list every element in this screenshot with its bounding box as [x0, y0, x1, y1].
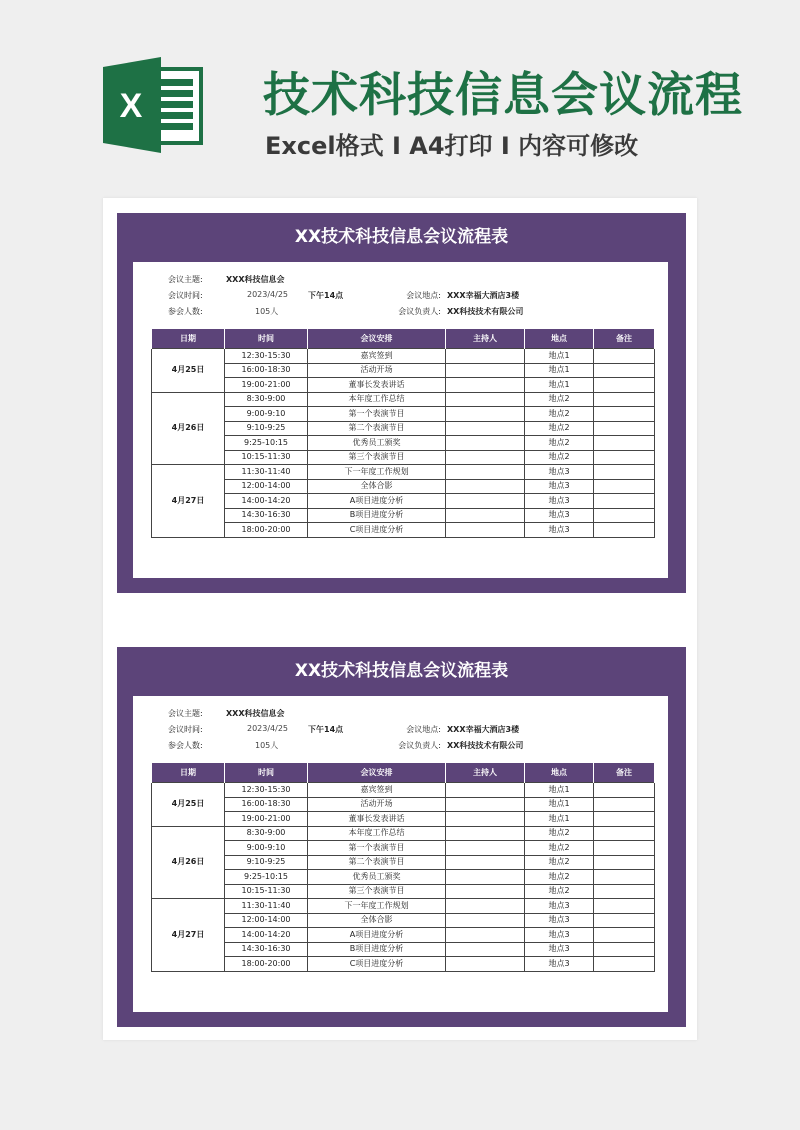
time-cell: 9:10-9:25 [225, 421, 308, 436]
note-cell [594, 479, 655, 494]
topic-label: 会议主题: [168, 709, 203, 718]
note-cell [594, 378, 655, 393]
time-cell: 11:30-11:40 [225, 899, 308, 914]
sheet-body [133, 696, 668, 1012]
place-cell: 地点2 [525, 407, 594, 422]
item-cell: 第三个表演节目 [308, 450, 446, 465]
item-cell: 第一个表演节目 [308, 841, 446, 856]
item-cell: B项目进度分析 [308, 508, 446, 523]
time-cell: 11:30-11:40 [225, 465, 308, 480]
item-cell: 董事长发表讲话 [308, 812, 446, 827]
note-cell [594, 870, 655, 885]
table-row [152, 841, 655, 856]
item-cell: A项目进度分析 [308, 928, 446, 943]
item-cell: C项目进度分析 [308, 957, 446, 972]
table-row [152, 783, 655, 798]
table-row [152, 942, 655, 957]
column-header: 主持人 [446, 329, 525, 349]
note-cell [594, 407, 655, 422]
owner-label: 会议负责人: [398, 307, 441, 316]
host-cell [446, 421, 525, 436]
item-cell: A项目进度分析 [308, 494, 446, 509]
host-cell [446, 494, 525, 509]
host-cell [446, 913, 525, 928]
note-cell [594, 392, 655, 407]
page-heading: 技术科技信息会议流程 [263, 68, 743, 123]
table-row [152, 421, 655, 436]
table-row [152, 928, 655, 943]
column-header: 主持人 [446, 763, 525, 783]
note-cell [594, 508, 655, 523]
owner-value: XX科技技术有限公司 [447, 307, 524, 316]
note-cell [594, 957, 655, 972]
note-cell [594, 523, 655, 538]
time-cell: 9:00-9:10 [225, 841, 308, 856]
note-cell [594, 450, 655, 465]
svg-text:X: X [119, 87, 143, 125]
date-cell: 4月27日 [152, 899, 225, 972]
host-cell [446, 899, 525, 914]
place-cell: 地点2 [525, 450, 594, 465]
place-cell: 地点2 [525, 436, 594, 451]
item-cell: 下一年度工作规划 [308, 465, 446, 480]
note-cell [594, 899, 655, 914]
date-cell: 4月25日 [152, 783, 225, 827]
time-cell: 8:30-9:00 [225, 826, 308, 841]
note-cell [594, 884, 655, 899]
item-cell: 全体合影 [308, 479, 446, 494]
table-row [152, 494, 655, 509]
time-label: 会议时间: [168, 291, 203, 300]
table-row [152, 465, 655, 480]
host-cell [446, 523, 525, 538]
place-cell: 地点3 [525, 942, 594, 957]
item-cell: C项目进度分析 [308, 523, 446, 538]
column-header: 日期 [152, 763, 225, 783]
host-cell [446, 870, 525, 885]
place-value: XXX幸福大酒店3楼 [447, 291, 520, 300]
time-cell: 12:00-14:00 [225, 479, 308, 494]
item-cell: 嘉宾签到 [308, 349, 446, 364]
note-cell [594, 783, 655, 798]
item-cell: 嘉宾签到 [308, 783, 446, 798]
table-row [152, 436, 655, 451]
note-cell [594, 855, 655, 870]
column-header: 地点 [525, 763, 594, 783]
place-cell: 地点3 [525, 494, 594, 509]
place-cell: 地点2 [525, 884, 594, 899]
host-cell [446, 450, 525, 465]
owner-value: XX科技技术有限公司 [447, 741, 524, 750]
place-value: XXX幸福大酒店3楼 [447, 725, 520, 734]
time-value: 下午14点 [308, 725, 344, 734]
place-cell: 地点2 [525, 841, 594, 856]
time-cell: 12:30-15:30 [225, 783, 308, 798]
time-cell: 12:00-14:00 [225, 913, 308, 928]
column-header: 会议安排 [308, 329, 446, 349]
time-cell: 14:00-14:20 [225, 928, 308, 943]
time-label: 会议时间: [168, 725, 203, 734]
schedule-table [151, 328, 655, 538]
note-cell [594, 913, 655, 928]
note-cell [594, 349, 655, 364]
item-cell: 优秀员工颁奖 [308, 870, 446, 885]
host-cell [446, 841, 525, 856]
item-cell: 第三个表演节目 [308, 884, 446, 899]
table-header-row [152, 763, 655, 783]
time-cell: 12:30-15:30 [225, 349, 308, 364]
place-cell: 地点2 [525, 870, 594, 885]
item-cell: 第二个表演节目 [308, 855, 446, 870]
place-cell: 地点3 [525, 465, 594, 480]
table-row [152, 392, 655, 407]
place-label: 会议地点: [406, 725, 441, 734]
item-cell: 活动开场 [308, 363, 446, 378]
place-cell: 地点3 [525, 523, 594, 538]
column-header: 时间 [225, 329, 308, 349]
place-cell: 地点1 [525, 812, 594, 827]
item-cell: 优秀员工颁奖 [308, 436, 446, 451]
host-cell [446, 349, 525, 364]
host-cell [446, 884, 525, 899]
host-cell [446, 942, 525, 957]
note-cell [594, 812, 655, 827]
item-cell: 活动开场 [308, 797, 446, 812]
time-cell: 18:00-20:00 [225, 523, 308, 538]
time-cell: 14:30-16:30 [225, 942, 308, 957]
item-cell: 全体合影 [308, 913, 446, 928]
time-cell: 18:00-20:00 [225, 957, 308, 972]
topic-value: XXX科技信息会 [226, 275, 285, 284]
excel-logo-icon [103, 57, 203, 153]
column-header: 会议安排 [308, 763, 446, 783]
place-cell: 地点1 [525, 797, 594, 812]
date-cell: 4月25日 [152, 349, 225, 393]
host-cell [446, 797, 525, 812]
note-cell [594, 942, 655, 957]
table-header-row [152, 329, 655, 349]
time-cell: 9:00-9:10 [225, 407, 308, 422]
meeting-sheet [117, 213, 686, 593]
time-cell: 16:00-18:30 [225, 363, 308, 378]
note-cell [594, 363, 655, 378]
note-cell [594, 797, 655, 812]
place-cell: 地点2 [525, 855, 594, 870]
place-cell: 地点3 [525, 913, 594, 928]
date-value: 2023/4/25 [247, 724, 289, 733]
host-cell [446, 465, 525, 480]
column-header: 备注 [594, 329, 655, 349]
table-row [152, 349, 655, 364]
owner-label: 会议负责人: [398, 741, 441, 750]
item-cell: B项目进度分析 [308, 942, 446, 957]
host-cell [446, 928, 525, 943]
meeting-sheet [117, 647, 686, 1027]
schedule-table [151, 762, 655, 972]
time-cell: 14:30-16:30 [225, 508, 308, 523]
host-cell [446, 436, 525, 451]
topic-label: 会议主题: [168, 275, 203, 284]
time-cell: 10:15-11:30 [225, 450, 308, 465]
table-row [152, 523, 655, 538]
date-value: 2023/4/25 [247, 290, 289, 299]
table-row [152, 378, 655, 393]
count-label: 参会人数: [168, 307, 203, 316]
place-cell: 地点3 [525, 957, 594, 972]
table-row [152, 957, 655, 972]
host-cell [446, 392, 525, 407]
note-cell [594, 421, 655, 436]
host-cell [446, 812, 525, 827]
item-cell: 本年度工作总结 [308, 826, 446, 841]
host-cell [446, 783, 525, 798]
time-cell: 14:00-14:20 [225, 494, 308, 509]
table-row [152, 363, 655, 378]
note-cell [594, 841, 655, 856]
table-row [152, 826, 655, 841]
table-row [152, 899, 655, 914]
note-cell [594, 928, 655, 943]
item-cell: 第二个表演节目 [308, 421, 446, 436]
table-row [152, 450, 655, 465]
place-cell: 地点1 [525, 378, 594, 393]
count-label: 参会人数: [168, 741, 203, 750]
table-row [152, 870, 655, 885]
place-label: 会议地点: [406, 291, 441, 300]
column-header: 时间 [225, 763, 308, 783]
time-value: 下午14点 [308, 291, 344, 300]
date-cell: 4月26日 [152, 826, 225, 899]
place-cell: 地点3 [525, 928, 594, 943]
host-cell [446, 363, 525, 378]
date-cell: 4月26日 [152, 392, 225, 465]
place-cell: 地点2 [525, 421, 594, 436]
table-row [152, 479, 655, 494]
time-cell: 8:30-9:00 [225, 392, 308, 407]
table-row [152, 855, 655, 870]
item-cell: 第一个表演节目 [308, 407, 446, 422]
note-cell [594, 826, 655, 841]
host-cell [446, 378, 525, 393]
time-cell: 9:25-10:15 [225, 870, 308, 885]
sheet-title: XX技术科技信息会议流程表 [294, 227, 509, 247]
sheet-title: XX技术科技信息会议流程表 [294, 661, 509, 681]
place-cell: 地点1 [525, 349, 594, 364]
time-cell: 9:25-10:15 [225, 436, 308, 451]
note-cell [594, 494, 655, 509]
place-cell: 地点3 [525, 479, 594, 494]
sheet-body [133, 262, 668, 578]
date-cell: 4月27日 [152, 465, 225, 538]
topic-value: XXX科技信息会 [226, 709, 285, 718]
table-row [152, 812, 655, 827]
item-cell: 本年度工作总结 [308, 392, 446, 407]
place-cell: 地点1 [525, 363, 594, 378]
table-row [152, 407, 655, 422]
column-header: 备注 [594, 763, 655, 783]
time-cell: 9:10-9:25 [225, 855, 308, 870]
place-cell: 地点1 [525, 783, 594, 798]
table-row [152, 884, 655, 899]
place-cell: 地点3 [525, 899, 594, 914]
page-subheading: Excel格式 I A4打印 I 内容可修改 [265, 132, 639, 160]
time-cell: 19:00-21:00 [225, 812, 308, 827]
table-row [152, 797, 655, 812]
place-cell: 地点2 [525, 392, 594, 407]
place-cell: 地点3 [525, 508, 594, 523]
host-cell [446, 479, 525, 494]
time-cell: 10:15-11:30 [225, 884, 308, 899]
note-cell [594, 465, 655, 480]
host-cell [446, 407, 525, 422]
column-header: 日期 [152, 329, 225, 349]
table-row [152, 508, 655, 523]
note-cell [594, 436, 655, 451]
time-cell: 16:00-18:30 [225, 797, 308, 812]
item-cell: 董事长发表讲话 [308, 378, 446, 393]
time-cell: 19:00-21:00 [225, 378, 308, 393]
host-cell [446, 826, 525, 841]
place-cell: 地点2 [525, 826, 594, 841]
host-cell [446, 508, 525, 523]
item-cell: 下一年度工作规划 [308, 899, 446, 914]
host-cell [446, 855, 525, 870]
table-row [152, 913, 655, 928]
count-value: 105人 [255, 307, 279, 316]
column-header: 地点 [525, 329, 594, 349]
count-value: 105人 [255, 741, 279, 750]
host-cell [446, 957, 525, 972]
